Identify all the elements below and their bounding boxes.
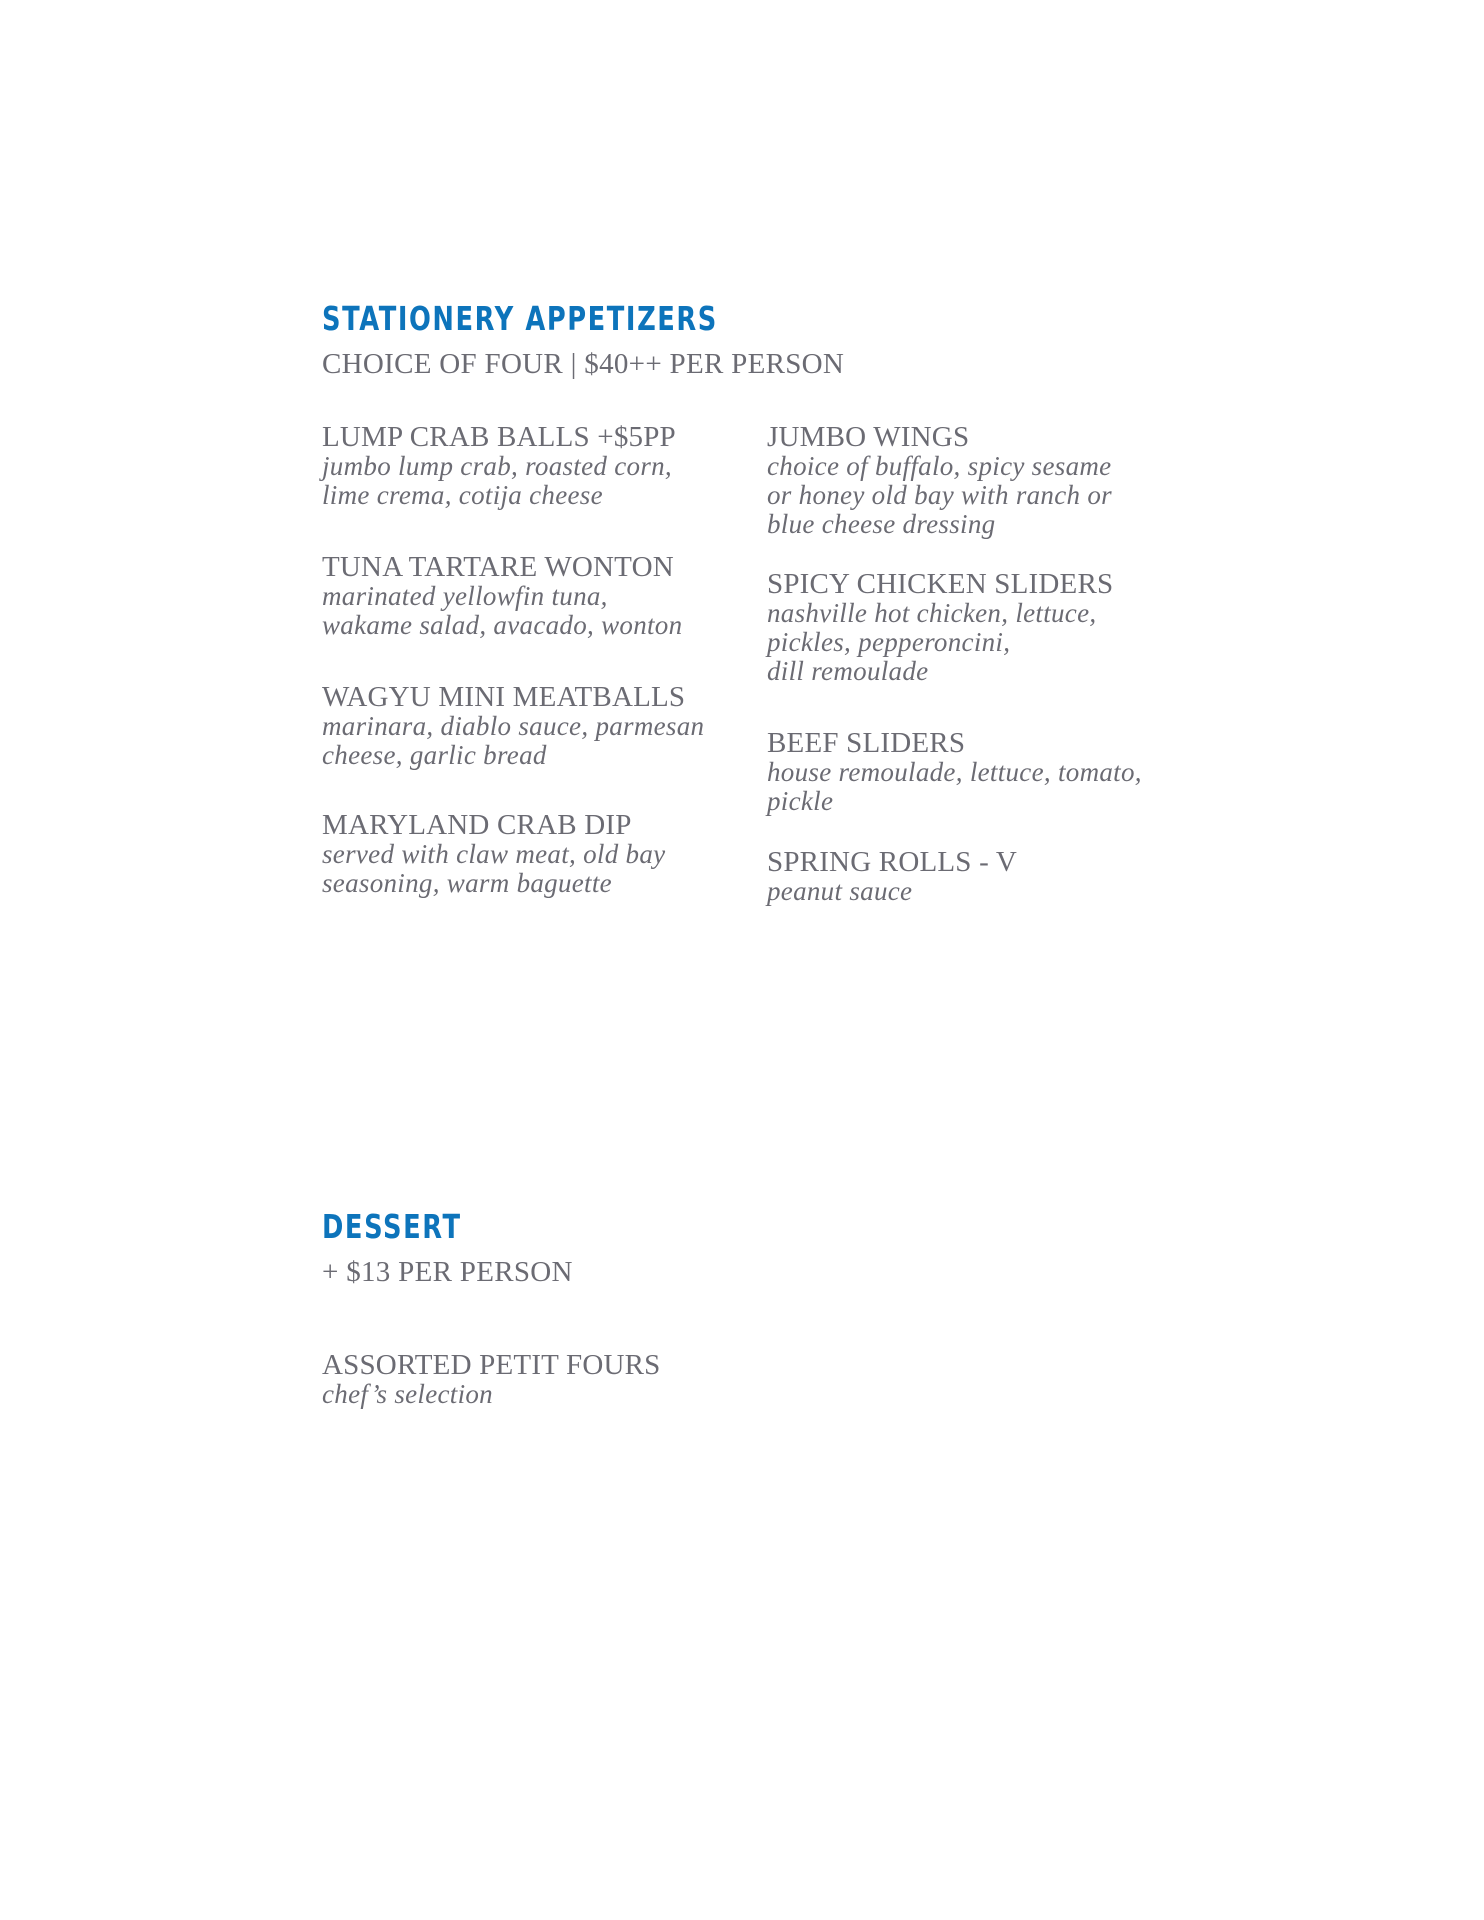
menu-item-name: ASSORTED PETIT FOURS <box>322 1349 661 1381</box>
menu-item <box>767 847 1207 906</box>
menu-item <box>322 1350 762 1409</box>
menu-item <box>767 728 1207 816</box>
menu-item-name: BEEF SLIDERS <box>767 727 966 759</box>
menu-item-description: house remoulade, lettuce, tomato, pickle <box>767 757 1142 816</box>
menu-item-description: choice of buffalo, spicy sesame or honey old bay with ranch or blue cheese dressing <box>767 451 1112 539</box>
dessert-title: DESSERT <box>322 1207 462 1246</box>
menu-item <box>767 569 1207 686</box>
menu-item-name: WAGYU MINI MEATBALLS <box>322 681 686 713</box>
dessert-header <box>322 1207 573 1289</box>
menu-item-name: JUMBO WINGS <box>767 421 970 453</box>
appetizers-header <box>322 299 845 381</box>
menu-item-description: peanut sauce <box>767 876 913 906</box>
menu-item-name: SPICY CHICKEN SLIDERS <box>767 568 1114 600</box>
menu-item-name: TUNA TARTARE WONTON <box>322 551 674 583</box>
menu-item <box>322 810 762 898</box>
dessert-subtitle: + $13 PER PERSON <box>322 1256 573 1288</box>
menu-item-description: chef’s selection <box>322 1379 493 1409</box>
menu-item <box>767 422 1207 539</box>
menu-item-description: jumbo lump crab, roasted corn, lime crema, cotija cheese <box>322 451 672 510</box>
menu-item <box>322 552 762 640</box>
menu-item-description: nashville hot chicken, lettuce, pickles, pepperoncini, dill remoulade <box>767 598 1097 686</box>
appetizers-subtitle: CHOICE OF FOUR | $40++ PER PERSON <box>322 348 845 380</box>
menu-item-name: MARYLAND CRAB DIP <box>322 809 632 841</box>
menu-item-name: SPRING ROLLS - V <box>767 846 1018 878</box>
menu-item-name: LUMP CRAB BALLS +$5PP <box>322 421 676 453</box>
menu-item <box>322 682 762 770</box>
menu-item-description: marinated yellowfin tuna, wakame salad, avacado, wonton <box>322 581 683 640</box>
menu-item-description: marinara, diablo sauce, parmesan cheese, garlic bread <box>322 711 705 770</box>
appetizers-title: STATIONERY APPETIZERS <box>322 299 718 338</box>
menu-item-description: served with claw meat, old bay seasoning, warm baguette <box>322 839 666 898</box>
menu-item <box>322 422 762 510</box>
